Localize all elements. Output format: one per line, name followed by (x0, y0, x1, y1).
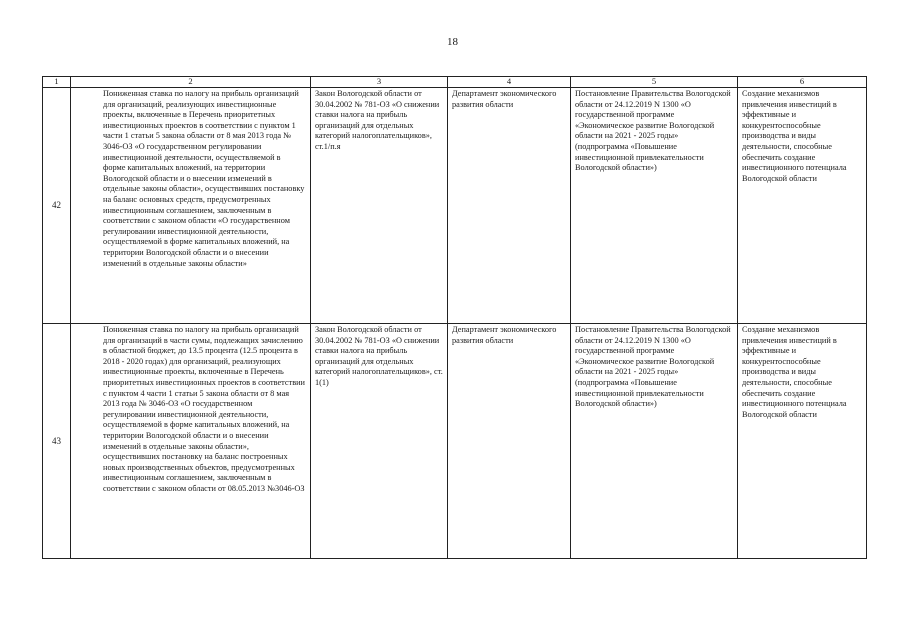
column-header: 1 (43, 77, 71, 88)
benefit-description: Пониженная ставка по налогу на прибыль организаций для организаций, реализующих инвестиционные проекты, включенные в Перечень приоритетных инвестиционных проектов в соответствии с пунктом 1 части 1 статьи 5 закона области от 8 мая 2013 года № 3046-ОЗ «О государственном регулировании инвестиционной деятельности, осуществляемой в форме капитальных вложений, на территории Вологодской области и о внесении изменений в отдельные законы области», осуществивших постановку на баланс основных средств, предусмотренных инвестиционным соглашением, заключенным в соответствии с законом области «О государственном регулировании инвестиционной деятельности, осуществляемой в форме капитальных вложений, на территории Вологодской области и о внесении изменений в отдельные законы области» (71, 88, 311, 324)
page-number: 18 (447, 36, 458, 48)
benefit-goal: Создание механизмов привлечения инвестиций в эффективные и конкурентоспособные производства и виды деятельности, способные обеспечить создание инвестиционного потенциала Вологодской области (738, 88, 867, 324)
header-row (43, 77, 867, 88)
state-program: Постановление Правительства Вологодской области от 24.12.2019 N 1300 «О государственной программе «Экономическое развитие Вологодской области на 2021 - 2025 годы» (подпрограмма «Повышение инвестиционной привлекательности Вологодской области») (571, 88, 738, 324)
row-number: 42 (43, 88, 71, 324)
table-row (43, 88, 867, 324)
column-header: 4 (448, 77, 571, 88)
table-row (43, 324, 867, 559)
row-number: 43 (43, 324, 71, 559)
responsible-department: Департамент экономического развития области (448, 324, 571, 559)
column-header: 3 (311, 77, 448, 88)
benefit-description: Пониженная ставка по налогу на прибыль организаций для организаций в части сумы, подлежащих зачислению в областной бюджет, до 13.5 процента (12.5 процента в 2018 - 2020 годах) для организаций, реализующих инвестиционные проекты, включенные в Перечень приоритетных инвестиционных проектов в соответствии с пунктом 4 части 1 статьи 5 закона области от 8 мая 2013 года № 3046-ОЗ «О государственном регулировании инвестиционной деятельности, осуществляемой в форме капитальных вложений, на территории Вологодской области и о внесении изменений в отдельные законы области», осуществивших постановку на баланс построенных новых производственных объектов, предусмотренных инвестиционным соглашением, заключенным в соответствии с законом области от 08.05.2013 №3046-ОЗ (71, 324, 311, 559)
column-header: 6 (738, 77, 867, 88)
tax-benefits-table (42, 76, 867, 559)
responsible-department: Департамент экономического развития области (448, 88, 571, 324)
benefit-goal: Создание механизмов привлечения инвестиций в эффективные и конкурентоспособные производства и виды деятельности, способные обеспечить создание инвестиционного потенциала Вологодской области (738, 324, 867, 559)
legal-basis: Закон Вологодской области от 30.04.2002 № 781-ОЗ «О снижении ставки налога на прибыль организаций для отдельных категорий налогоплательщиков», ст. 1(1) (311, 324, 448, 559)
legal-basis: Закон Вологодской области от 30.04.2002 № 781-ОЗ «О снижении ставки налога на прибыль организаций для отдельных категорий налогоплательщиков», ст.1/п.я (311, 88, 448, 324)
column-header: 5 (571, 77, 738, 88)
state-program: Постановление Правительства Вологодской области от 24.12.2019 N 1300 «О государственной программе «Экономическое развитие Вологодской области на 2021 - 2025 годы» (подпрограмма «Повышение инвестиционной привлекательности Вологодской области») (571, 324, 738, 559)
column-header: 2 (71, 77, 311, 88)
